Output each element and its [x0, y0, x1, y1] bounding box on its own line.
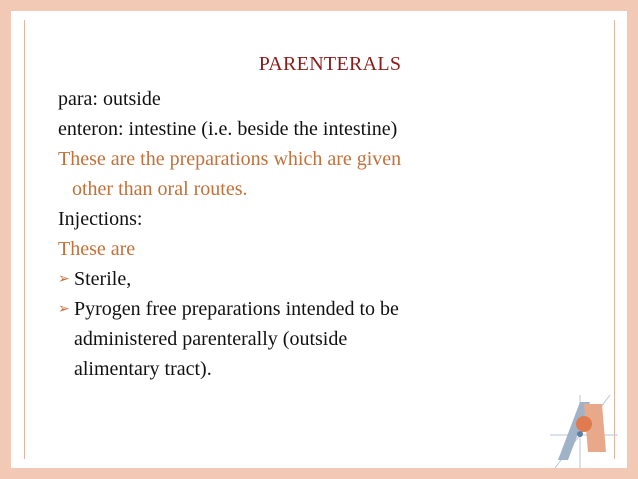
- definition-para: para: outside: [58, 88, 161, 110]
- arrow-bullet-icon: ➢: [58, 271, 70, 287]
- bullet-text: Sterile,: [74, 268, 132, 290]
- description-line-2: other than oral routes.: [72, 178, 248, 200]
- bullet-item-pyrogen-free: [58, 294, 578, 384]
- these-are-label: These are: [58, 238, 136, 260]
- decorative-logo-icon: [540, 390, 620, 470]
- description-line-1: These are the preparations which are given: [58, 148, 402, 170]
- bullet-text-line: administered parenterally (outside: [74, 328, 348, 350]
- injections-heading: Injections:: [58, 208, 143, 230]
- bullet-text-line: Pyrogen free preparations intended to be: [74, 298, 399, 320]
- slide-body: [58, 84, 578, 384]
- slide-border-top: [0, 0, 638, 11]
- bullet-item-sterile: [58, 264, 578, 294]
- arrow-bullet-icon: ➢: [58, 301, 70, 317]
- bullet-text-line: alimentary tract).: [74, 358, 212, 380]
- slide-title: PARENTERALS: [258, 53, 402, 75]
- definition-enteron: enteron: intestine (i.e. beside the intestine): [58, 118, 398, 140]
